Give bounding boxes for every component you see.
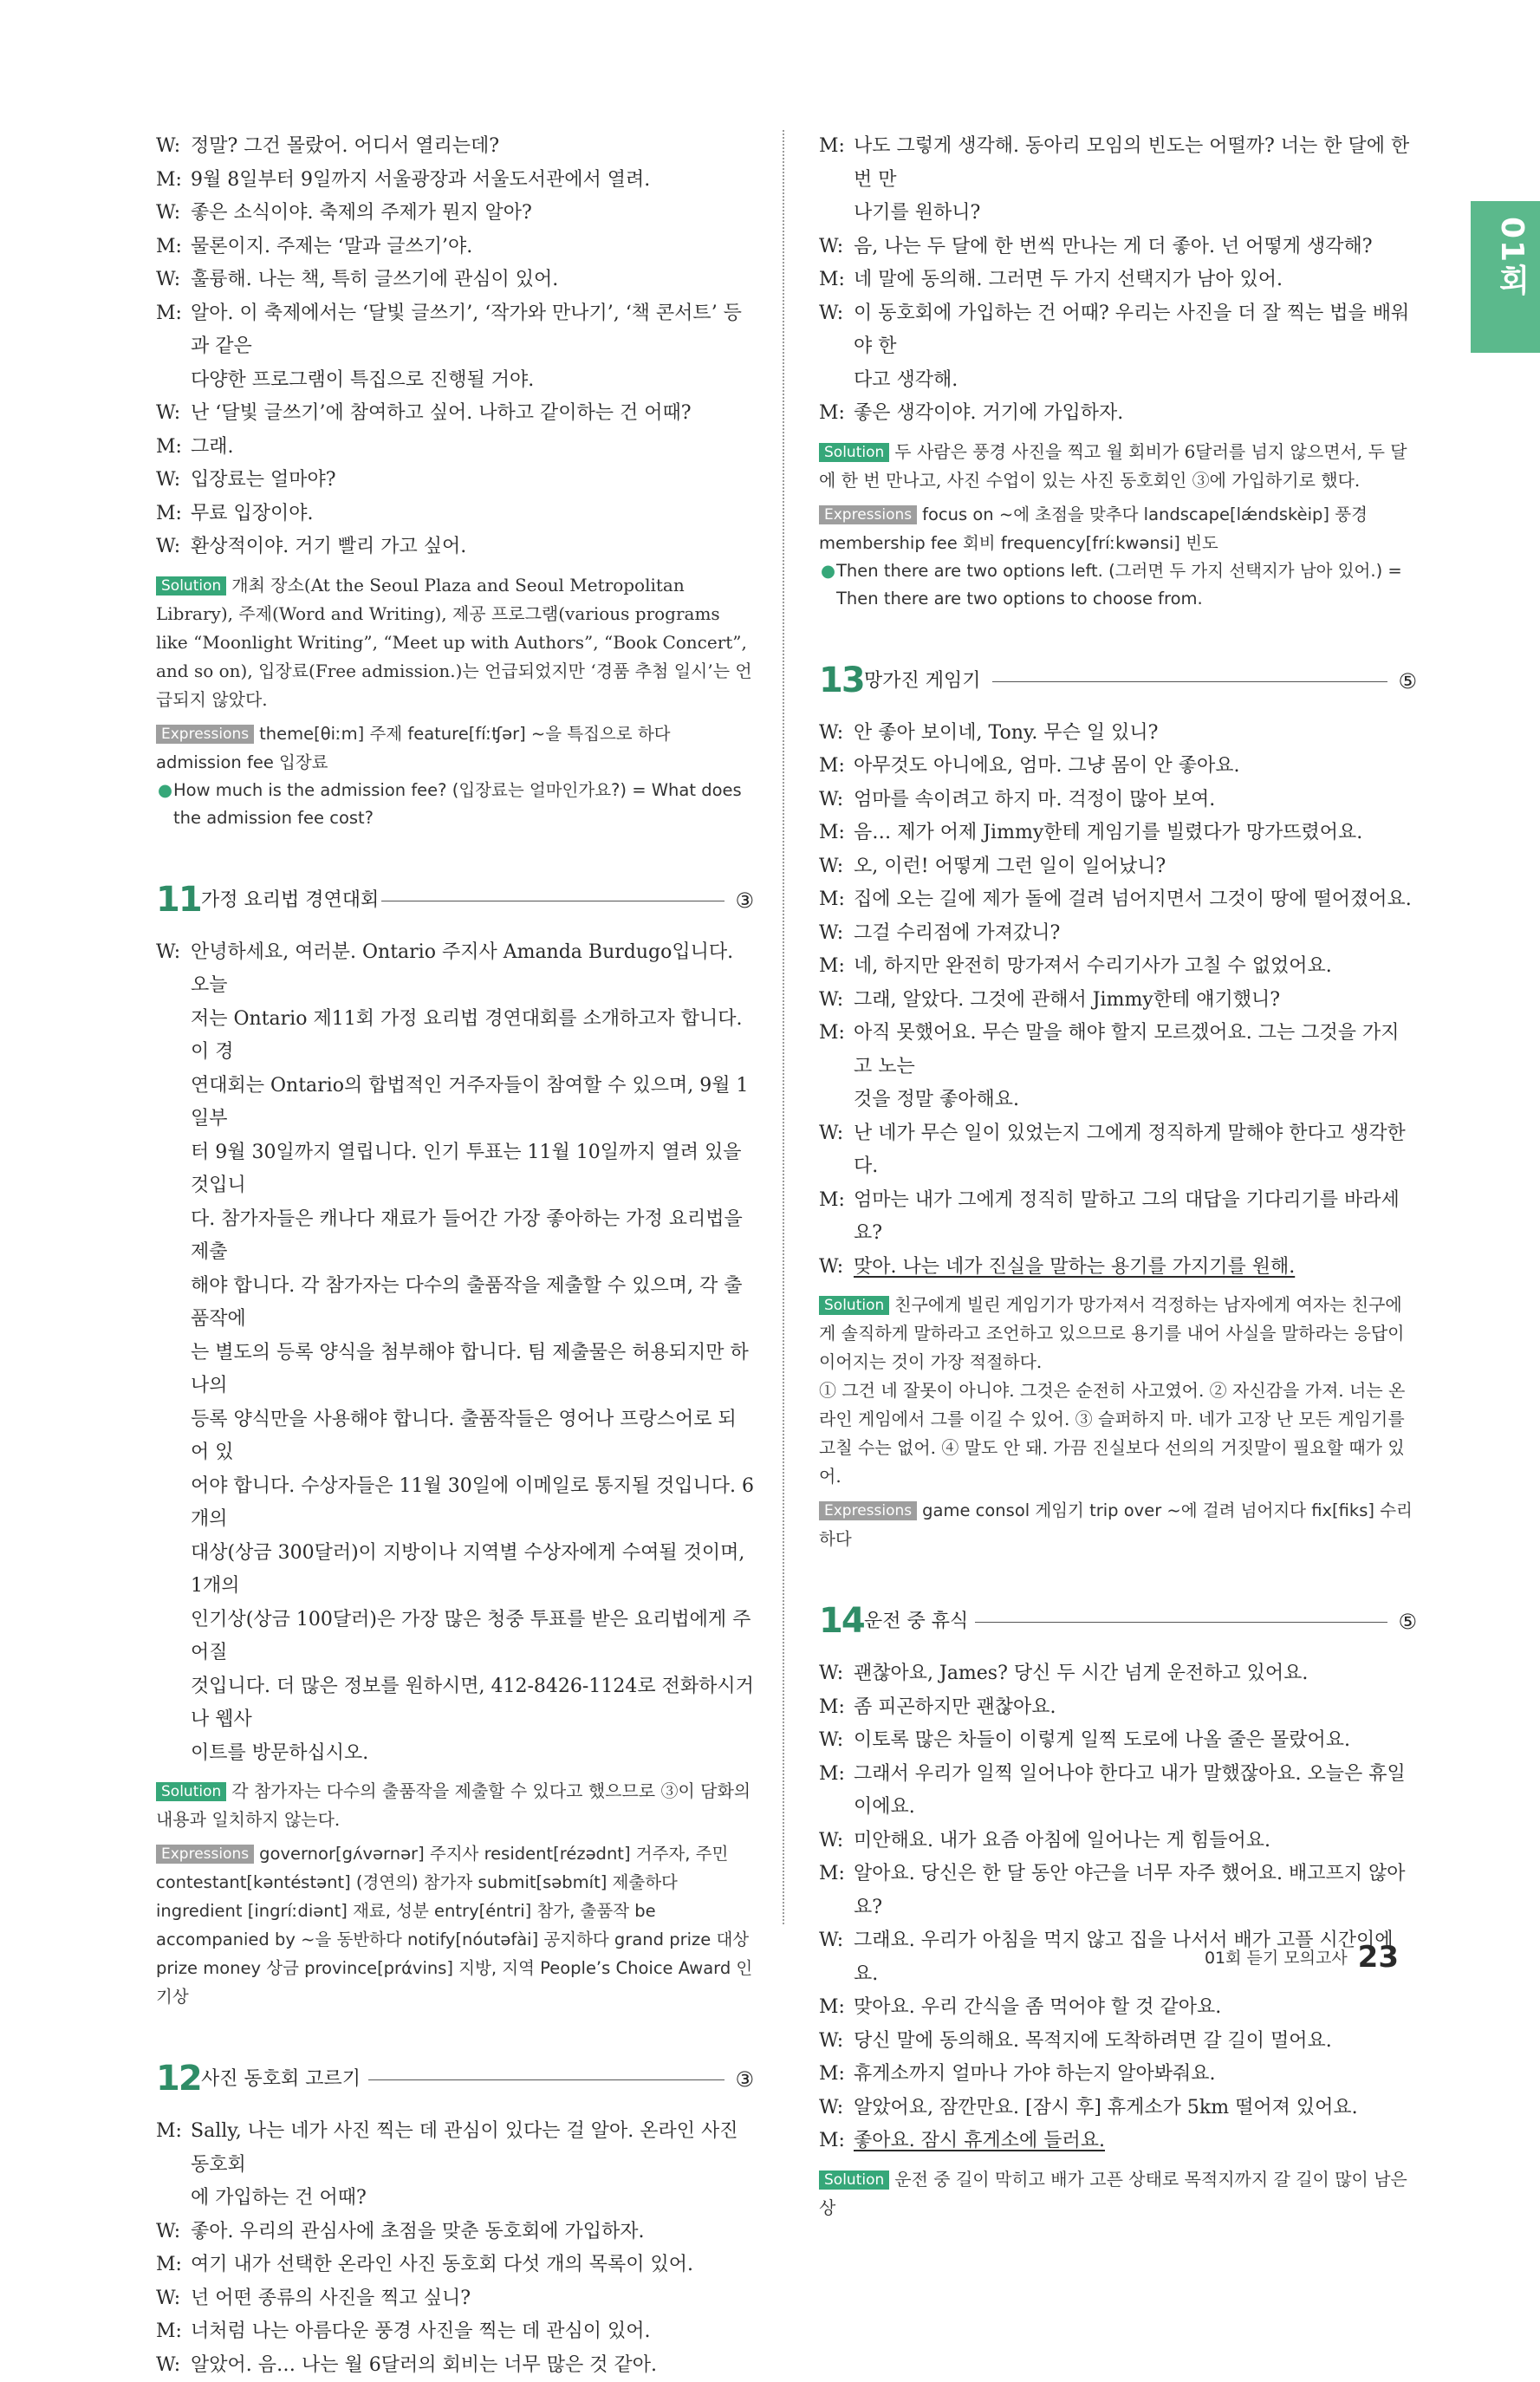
speaker-label: W: <box>156 2216 180 2249</box>
speaker-label: M: <box>819 1184 845 1218</box>
dialogue-line <box>156 1470 754 1537</box>
column-divider <box>783 130 784 1924</box>
dialogue-text: 좋아. 우리의 관심사에 초점을 맞춘 동호회에 가입하자. <box>191 2221 645 2242</box>
expressions-11: Expressions governor[gʌ́vərnər] 주지사 resident[rézədnt] 거주자, 주민 contestant[kəntéstənt] (경연의) 참가자 submit[səbmít] 제출하다 ingredient [ingríːdiənt] 재료, 성분 entry[éntri] 참가, 출품작 be accompanied by ~을 동반하다 notify[nóutəfài] 공지하다 grand prize 대상 prize money 상금 province[prάvins] 지방, 지역 People’s Choice Award 인기상 <box>156 1839 754 2011</box>
dialogue-text: 인기상(상금 100달러)은 가장 많은 청중 투표를 받은 요리법에게 주어질 <box>191 1609 751 1664</box>
speaker-label: W: <box>156 2349 180 2382</box>
dialogue-text: 다양한 프로그램이 특집으로 진행될 거야. <box>191 369 534 391</box>
expressions-12: Expressions focus on ~에 초점을 맞추다 landscape[lǽndskèip] 풍경 membership fee 회비 frequency[fríːkwənsi] 빈도 <box>819 500 1417 557</box>
dialogue-text: 그래. <box>191 436 234 458</box>
dialogue-text: 환상적이야. 거기 빨리 가고 싶어. <box>191 536 466 557</box>
dialogue-line <box>819 197 1417 231</box>
title-rule <box>975 1622 1387 1623</box>
dialogue-text: 것입니다. 더 많은 정보를 원하시면, 412-8426-1124로 전화하시거나 웹사 <box>191 1676 754 1731</box>
dialogue-text: 알아. 이 축제에서는 ‘달빛 글쓰기’, ‘작가와 만나기’, ‘책 콘서트’ 등과 같은 <box>191 303 742 358</box>
dialogue-line <box>156 1070 754 1136</box>
speaker-label: M: <box>819 2125 845 2158</box>
speaker-label: M: <box>156 498 182 531</box>
speaker-label: M: <box>819 817 845 850</box>
speaker-label: W: <box>819 2025 843 2059</box>
dialogue-text: 음, 나는 두 달에 한 번씩 만나는 게 더 좋아. 넌 어떻게 생각해? <box>854 236 1373 257</box>
dialogue-line <box>156 530 754 564</box>
answer-mark: ③ <box>735 888 754 914</box>
title-rule <box>368 2079 725 2080</box>
dialogue-text: 그래요. 우리가 아침을 먹지 않고 집을 나서서 배가 고플 시간이에요. <box>854 1930 1394 1985</box>
dialogue-line <box>819 817 1417 850</box>
dialogue-text: 는 별도의 등록 양식을 첨부해야 합니다. 팀 제출물은 허용되지만 하나의 <box>191 1342 749 1397</box>
speaker-label: W: <box>819 2092 843 2125</box>
dialogue-line <box>156 1403 754 1470</box>
dialogue-text: 안 좋아 보이네, Tony. 무슨 일 있니? <box>854 722 1158 744</box>
dialogue-text: 다. 참가자들은 캐나다 재료가 들어간 가장 좋아하는 가정 요리법을 제출 <box>191 1208 743 1264</box>
solution-tag: Solution <box>819 2170 889 2190</box>
speaker-label: W: <box>819 984 843 1018</box>
solution-tag: Solution <box>819 1296 889 1315</box>
dialogue-line <box>819 1825 1417 1858</box>
solution-14: Solution 운전 중 길이 막히고 배가 고픈 상태로 목적지까지 갈 길이 많이 남은 상 <box>819 2165 1417 2223</box>
dialogue-text: 그래, 알았다. 그것에 관해서 Jimmy한테 얘기했니? <box>854 989 1280 1011</box>
dialogue-line <box>156 130 754 164</box>
dialogue-text: 이트를 방문하십시오. <box>191 1742 368 1764</box>
dialogue-text: 넌 어떤 종류의 사진을 찍고 싶니? <box>191 2288 471 2309</box>
answer-mark: ⑤ <box>1398 668 1417 694</box>
question-number: 14 <box>819 1598 864 1643</box>
expression-bullet: ● Then there are two options left. (그러면 두 가지 선택지가 남아 있어.) = Then there are two options to choose from. <box>819 557 1417 613</box>
dialogue-line <box>156 2182 754 2216</box>
dialogue-line <box>819 1657 1417 1691</box>
dialogue-line <box>156 1136 754 1203</box>
dialogue-text: 휴게소까지 얼마나 가야 하는지 알아봐줘요. <box>854 2063 1216 2085</box>
question-11-header <box>156 877 754 922</box>
speaker-label: M: <box>819 1017 845 1051</box>
expressions-tag: Expressions <box>156 725 254 744</box>
dialogue-line <box>819 1724 1417 1758</box>
speaker-label: M: <box>819 1858 845 1891</box>
page-number: 23 <box>1358 1940 1399 1975</box>
dialogue-line <box>156 464 754 498</box>
dialogue-line <box>819 130 1417 197</box>
dialogue-line <box>156 2282 754 2316</box>
dialogue-line <box>156 1270 754 1337</box>
dialogue-text: 터 9월 30일까지 열립니다. 인기 투표는 11월 10일까지 열려 있을 것입니 <box>191 1142 741 1197</box>
title-rule <box>992 681 1387 682</box>
dialogue-text: 집에 오는 길에 제가 돌에 걸려 넘어지면서 그것이 땅에 떨어졌어요. <box>854 888 1412 910</box>
dialogue-line <box>819 397 1417 431</box>
speaker-label: M: <box>819 1991 845 2025</box>
dialogue-line <box>819 231 1417 264</box>
dialogue-line <box>156 1337 754 1403</box>
question-number: 13 <box>819 658 864 703</box>
dialogue-line <box>819 750 1417 784</box>
dialogue-text: 난 ‘달빛 글쓰기’에 참여하고 싶어. 나하고 같이하는 건 어때? <box>191 402 692 424</box>
speaker-label: M: <box>156 2249 182 2282</box>
dialogue-line <box>156 1203 754 1270</box>
dialogue-text: 엄마를 속이려고 하지 마. 걱정이 많아 보여. <box>854 789 1215 810</box>
dialogue-line <box>156 2115 754 2182</box>
dialogue-line <box>819 2058 1417 2092</box>
question-number: 11 <box>156 877 201 922</box>
dialogue-14 <box>819 1657 1417 2158</box>
dialogue-text: 무료 입장이야. <box>191 503 314 524</box>
right-column <box>819 130 1417 2223</box>
speaker-label: W: <box>819 917 843 951</box>
speaker-label: W: <box>156 464 180 498</box>
speaker-label: W: <box>156 936 180 970</box>
speaker-label: W: <box>156 197 180 231</box>
speaker-label: W: <box>819 1251 843 1285</box>
dialogue-line <box>156 498 754 531</box>
dialogue-text: 정말? 그건 몰랐어. 어디서 열리는데? <box>191 135 499 157</box>
dialogue-text: 저는 Ontario 제11회 가정 요리법 경연대회를 소개하고자 합니다. 이 경 <box>191 1008 742 1064</box>
speaker-label: W: <box>156 130 180 164</box>
dialogue-line <box>156 2216 754 2249</box>
expressions-tag: Expressions <box>156 1845 254 1864</box>
dialogue-12 <box>156 2115 754 2382</box>
speaker-label: M: <box>819 1691 845 1725</box>
dialogue-text: 알았어요, 잠깐만요. [잠시 후] 휴게소가 5km 떨어져 있어요. <box>854 2097 1358 2118</box>
footer-label: 01회 듣기 모의고사 <box>1205 1949 1348 1968</box>
dialogue-line <box>819 2092 1417 2125</box>
dialogue-line <box>819 1691 1417 1725</box>
dialogue-line <box>156 1537 754 1604</box>
speaker-label: M: <box>156 431 182 465</box>
dialogue-text: 미안해요. 내가 요즘 아침에 일어나는 게 힘들어요. <box>854 1830 1270 1852</box>
dialogue-text: 네, 하지만 완전히 망가져서 수리기사가 고칠 수 없었어요. <box>854 955 1332 977</box>
dialogue-text: Sally, 나는 네가 사진 찍는 데 관심이 있다는 걸 알아. 온라인 사진 동호회 <box>191 2120 738 2176</box>
dialogue-line <box>819 850 1417 884</box>
dialogue-line <box>156 1737 754 1771</box>
speaker-label: M: <box>819 1758 845 1792</box>
question-title: 가정 요리법 경연대회 <box>201 888 379 914</box>
solution-tag: Solution <box>156 576 226 596</box>
speaker-label: W: <box>819 850 843 884</box>
dialogue-line <box>156 431 754 465</box>
dialogue-text: 오, 이런! 어떻게 그런 일이 일어났니? <box>854 856 1166 877</box>
dialogue-line <box>819 2125 1417 2158</box>
dialogue-text: 이 동호회에 가입하는 건 어때? 우리는 사진을 더 잘 찍는 법을 배워야 한 <box>854 303 1409 358</box>
dialogue-12-continued <box>819 130 1417 431</box>
speaker-label: M: <box>819 2058 845 2092</box>
solution-intro: Solution 개최 장소(At the Seoul Plaza and Seoul Metropolitan Library), 주제(Word and Writing), 제공 프로그램(various programs like “Moonlight Writing”, “Meet up with Authors”, “Book Concert”, and so on), 입장료(Free admission.)는 언급되었지만 ‘경품 추첨 일시’는 언급되지 않았다. <box>156 571 754 714</box>
left-column <box>156 130 754 2382</box>
dialogue-text: 네 말에 동의해. 그러면 두 가지 선택지가 남아 있어. <box>854 269 1283 290</box>
dialogue-text: 에 가입하는 건 어때? <box>191 2187 367 2209</box>
dialogue-line <box>156 264 754 297</box>
dialogue-line <box>156 1604 754 1670</box>
solution-tag: Solution <box>819 443 889 462</box>
dialogue-text: 난 네가 무슨 일이 있었는지 그에게 정직하게 말해야 한다고 생각한다. <box>854 1123 1406 1178</box>
answer-mark: ③ <box>735 2066 754 2092</box>
speaker-label: W: <box>156 530 180 564</box>
dialogue-11 <box>156 936 754 1771</box>
expressions-13: Expressions game consol 게임기 trip over ~에 걸려 넘어지다 fix[fiks] 수리하다 <box>819 1496 1417 1553</box>
question-title: 사진 동호회 고르기 <box>201 2066 361 2092</box>
dialogue-line <box>819 1184 1417 1251</box>
dialogue-text: 9월 8일부터 9일까지 서울광장과 서울도서관에서 열려. <box>191 169 650 191</box>
dialogue-text: 다고 생각해. <box>854 369 958 391</box>
choices-13: ① 그건 네 잘못이 아니야. 그것은 순전히 사고였어. ② 자신감을 가져. 너는 온라인 게임에서 그를 이길 수 있어. ③ 슬퍼하지 마. 네가 고장 난 모든 게임기를 고칠 수는 없어. ④ 말도 안 돼. 가끔 진실보다 선의의 거짓말이 필요할 때가 있어. <box>819 1376 1417 1491</box>
expression-bullet: ● How much is the admission fee? (입장료는 얼마인가요?) = What does the admission fee cost? <box>156 777 754 832</box>
dialogue-intro <box>156 130 754 564</box>
dialogue-text: 어야 합니다. 수상자들은 11월 30일에 이메일로 통지될 것입니다. 6개의 <box>191 1475 754 1531</box>
speaker-label: W: <box>156 2282 180 2316</box>
dialogue-13 <box>819 717 1417 1285</box>
dialogue-text: 너처럼 나는 아름다운 풍경 사진을 찍는 데 관심이 있어. <box>191 2320 650 2342</box>
dialogue-line <box>819 717 1417 751</box>
dialogue-text: 좋은 소식이야. 축제의 주제가 뭔지 알아? <box>191 202 532 224</box>
dialogue-text: 대상(상금 300달러)이 지방이나 지역별 수상자에게 수여될 것이며, 1개의 <box>191 1542 744 1598</box>
dialogue-line <box>819 1758 1417 1825</box>
speaker-label: W: <box>819 1657 843 1691</box>
dialogue-line <box>819 883 1417 917</box>
dialogue-text: 아무것도 아니에요, 엄마. 그냥 몸이 안 좋아요. <box>854 755 1239 777</box>
speaker-label: W: <box>819 231 843 264</box>
speaker-label: W: <box>156 397 180 431</box>
solution-tag: Solution <box>156 1782 226 1801</box>
dialogue-text: 당신 말에 동의해요. 목적지에 도착하려면 갈 길이 멀어요. <box>854 2030 1332 2052</box>
speaker-label: W: <box>819 297 843 331</box>
answer-mark: ⑤ <box>1398 1609 1417 1635</box>
dialogue-line <box>156 231 754 264</box>
speaker-label: M: <box>156 297 182 331</box>
chapter-tab: 01회 <box>1471 201 1540 353</box>
dialogue-line <box>819 1084 1417 1117</box>
dialogue-line <box>156 164 754 198</box>
dialogue-text: 맞아요. 우리 간식을 좀 먹어야 할 것 같아요. <box>854 1996 1221 2018</box>
question-title: 운전 중 휴식 <box>864 1609 968 1635</box>
speaker-label: W: <box>819 784 843 817</box>
speaker-label: M: <box>819 950 845 984</box>
speaker-label: M: <box>156 2315 182 2349</box>
dialogue-text: 안녕하세요, 여러분. Ontario 주지사 Amanda Burdugo입니다. 오늘 <box>191 941 733 997</box>
dialogue-line <box>819 364 1417 398</box>
dialogue-text: 좀 피곤하지만 괜찮아요. <box>854 1696 1056 1718</box>
dialogue-line <box>819 297 1417 364</box>
speaker-label: W: <box>819 1924 843 1958</box>
speaker-label: M: <box>819 750 845 784</box>
dialogue-line <box>156 364 754 398</box>
dialogue-line <box>156 197 754 231</box>
dialogue-line <box>156 1003 754 1070</box>
speaker-label: W: <box>156 264 180 297</box>
question-14-header <box>819 1598 1417 1643</box>
dialogue-line <box>156 297 754 364</box>
dialogue-line <box>156 2349 754 2382</box>
dialogue-line <box>156 936 754 1003</box>
speaker-label: M: <box>819 264 845 297</box>
dialogue-line <box>819 984 1417 1018</box>
dialogue-line <box>819 784 1417 817</box>
dialogue-line <box>156 397 754 431</box>
dialogue-line <box>156 1670 754 1737</box>
dialogue-line <box>819 1017 1417 1084</box>
speaker-label: W: <box>819 1825 843 1858</box>
dialogue-text: 좋은 생각이야. 거기에 가입하자. <box>854 402 1123 424</box>
speaker-label: W: <box>819 717 843 751</box>
dialogue-text: 입장료는 얼마야? <box>191 469 336 491</box>
dialogue-line <box>156 2315 754 2349</box>
speaker-label: M: <box>156 164 182 198</box>
dialogue-line <box>156 2249 754 2282</box>
speaker-label: W: <box>819 1724 843 1758</box>
dialogue-text: 괜찮아요, James? 당신 두 시간 넘게 운전하고 있어요. <box>854 1663 1308 1684</box>
dialogue-text: 연대회는 Ontario의 합법적인 거주자들이 참여할 수 있으며, 9월 1일부 <box>191 1075 748 1130</box>
speaker-label: M: <box>819 130 845 164</box>
dialogue-line <box>819 1991 1417 2025</box>
question-number: 12 <box>156 2056 201 2101</box>
question-13-header <box>819 658 1417 703</box>
solution-13: Solution 친구에게 빌린 게임기가 망가져서 걱정하는 남자에게 여자는 친구에게 솔직하게 말하라고 조언하고 있으므로 용기를 내어 사실을 말하라는 응답이 이어지는 것이 가장 적절하다. <box>819 1291 1417 1376</box>
dialogue-text: 해야 합니다. 각 참가자는 다수의 출품작을 제출할 수 있으며, 각 출품작에 <box>191 1275 742 1331</box>
dialogue-line <box>819 2025 1417 2059</box>
dialogue-text: 나도 그렇게 생각해. 동아리 모임의 빈도는 어떨까? 너는 한 달에 한 번 만 <box>854 135 1409 191</box>
dialogue-line <box>819 950 1417 984</box>
dialogue-text: 물론이지. 주제는 ‘말과 글쓰기’야. <box>191 236 472 257</box>
speaker-label: M: <box>819 883 845 917</box>
expressions-tag: Expressions <box>819 505 917 524</box>
dialogue-text: 훌륭해. 나는 책, 특히 글쓰기에 관심이 있어. <box>191 269 558 290</box>
dialogue-text: 알았어. 음… 나는 월 6달러의 회비는 너무 많은 것 같아. <box>191 2354 657 2376</box>
dialogue-text: 엄마는 내가 그에게 정직히 말하고 그의 대답을 기다리기를 바라세요? <box>854 1189 1400 1245</box>
expressions-tag: Expressions <box>819 1501 917 1520</box>
dialogue-line <box>819 917 1417 951</box>
dialogue-text: 그래서 우리가 일찍 일어나야 한다고 내가 말했잖아요. 오늘은 휴일이에요. <box>854 1763 1406 1819</box>
dialogue-text: 나기를 원하니? <box>854 202 980 224</box>
dialogue-line <box>819 1251 1417 1285</box>
expressions-intro: Expressions theme[θiːm] 주제 feature[fíːʧər] ~을 특집으로 하다 admission fee 입장료 <box>156 719 754 777</box>
dialogue-line <box>819 264 1417 297</box>
dialogue-text: 여기 내가 선택한 온라인 사진 동호회 다섯 개의 목록이 있어. <box>191 2254 693 2275</box>
speaker-label: M: <box>156 2115 182 2149</box>
question-title: 망가진 게임기 <box>864 668 981 694</box>
dialogue-line <box>819 1117 1417 1184</box>
dialogue-text: 좋아요. 잠시 휴게소에 들러요. <box>854 2130 1105 2151</box>
dialogue-text: 이토록 많은 차들이 이렇게 일찍 도로에 나올 줄은 몰랐어요. <box>854 1729 1350 1751</box>
dialogue-text: 음… 제가 어제 Jimmy한테 게임기를 빌렸다가 망가뜨렸어요. <box>854 822 1362 843</box>
dialogue-text: 등록 양식만을 사용해야 합니다. 출품작들은 영어나 프랑스어로 되어 있 <box>191 1409 737 1464</box>
page-footer <box>1205 1940 1399 1975</box>
dialogue-line <box>819 1858 1417 1924</box>
speaker-label: W: <box>819 1117 843 1151</box>
dialogue-text: 것을 정말 좋아해요. <box>854 1089 1019 1110</box>
speaker-label: M: <box>819 397 845 431</box>
dialogue-text: 아직 못했어요. 무슨 말을 해야 할지 모르겠어요. 그는 그것을 가지고 노는 <box>854 1022 1399 1077</box>
speaker-label: M: <box>156 231 182 264</box>
solution-11: Solution 각 참가자는 다수의 출품작을 제출할 수 있다고 했으므로 ③이 담화의 내용과 일치하지 않는다. <box>156 1777 754 1834</box>
dialogue-text: 맞아. 나는 네가 진실을 말하는 용기를 가지기를 원해. <box>854 1256 1295 1278</box>
question-12-header <box>156 2056 754 2101</box>
dialogue-text: 알아요. 당신은 한 달 동안 야근을 너무 자주 했어요. 배고프지 않아요? <box>854 1863 1405 1918</box>
dialogue-text: 그걸 수리점에 가져갔니? <box>854 922 1060 944</box>
solution-12: Solution 두 사람은 풍경 사진을 찍고 월 회비가 6달러를 넘지 않으면서, 두 달에 한 번 만나고, 사진 수업이 있는 사진 동호회인 ③에 가입하기로 했다. <box>819 438 1417 495</box>
